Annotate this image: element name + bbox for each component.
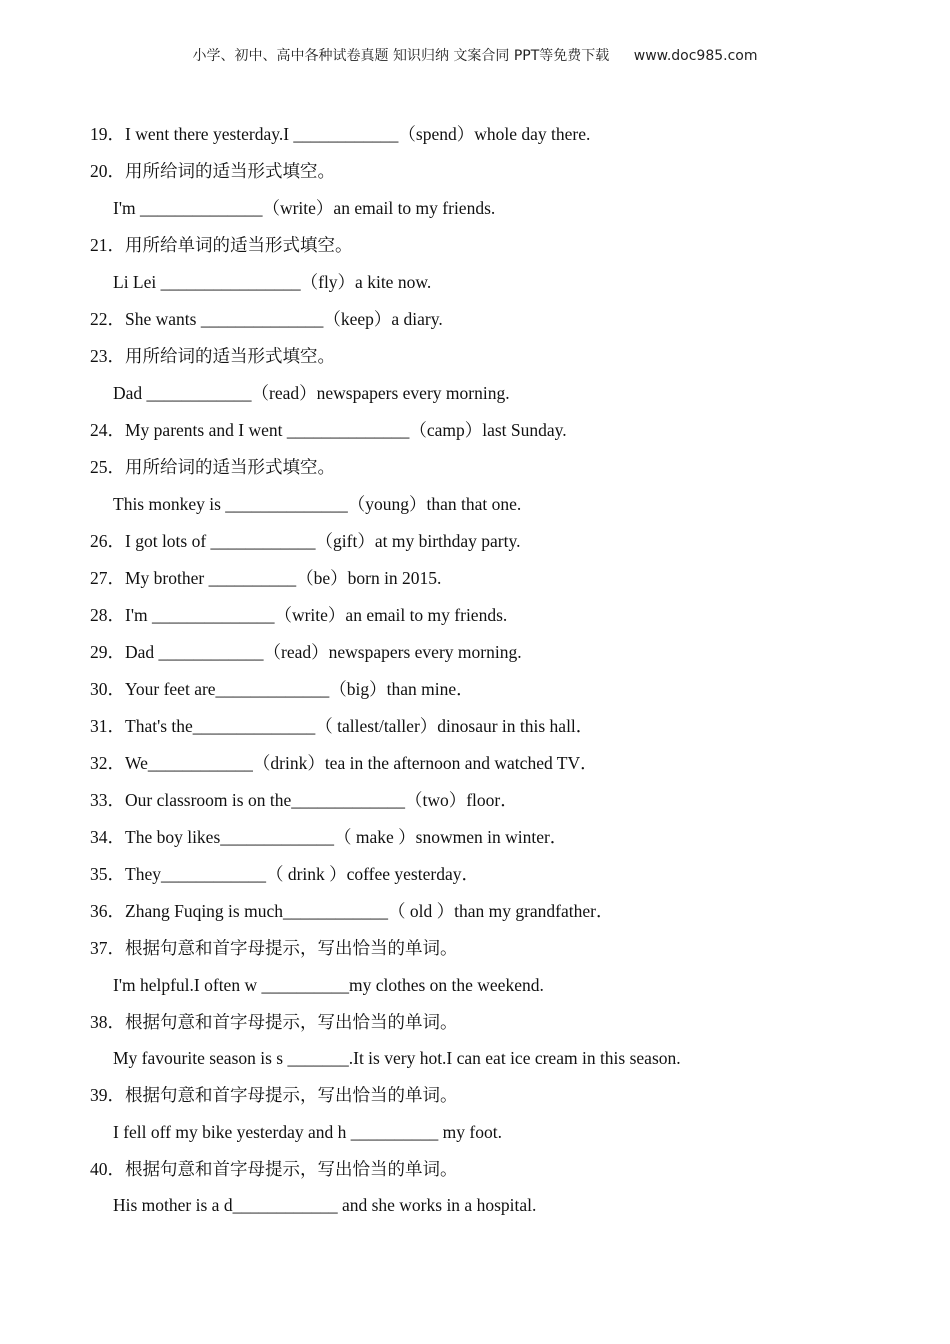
question-21-sentence: Li Lei ________________（fly）a kite now.	[113, 272, 432, 292]
question-29: 29．Dad ____________（read）newspapers every morning.	[90, 642, 522, 662]
question-34: 34．The boy likes_____________（ make ）snowmen in winter．	[90, 827, 568, 847]
question-35: 35．They____________（ drink ）coffee yesterday．	[90, 864, 479, 884]
question-21-instruction: 21．用所给单词的适当形式填空。	[90, 235, 353, 255]
page-header	[0, 45, 950, 65]
question-26: 26．I got lots of ____________（gift）at my birthday party.	[90, 531, 521, 551]
question-38-instruction: 38．根据句意和首字母提示，写出恰当的单词。	[90, 1012, 458, 1032]
question-25-sentence: This monkey is ______________（young）than that one.	[113, 494, 522, 514]
question-33: 33．Our classroom is on the_____________（two）floor．	[90, 790, 518, 810]
question-22: 22．She wants ______________（keep）a diary.	[90, 309, 443, 329]
question-25-instruction: 25．用所给词的适当形式填空。	[90, 457, 335, 477]
question-39-instruction: 39．根据句意和首字母提示，写出恰当的单词。	[90, 1085, 458, 1105]
question-37-sentence: I'm helpful.I often w __________my clothes on the weekend.	[113, 975, 544, 995]
question-38-sentence: My favourite season is s _______.It is very hot.I can eat ice cream in this season.	[113, 1048, 681, 1068]
question-20-sentence: I'm ______________（write）an email to my friends.	[113, 198, 496, 218]
question-24: 24．My parents and I went ______________（camp）last Sunday.	[90, 420, 567, 440]
question-40-sentence: His mother is a d____________ and she works in a hospital.	[113, 1195, 537, 1215]
question-31: 31．That's the______________（ tallest/taller）dinosaur in this hall．	[90, 716, 594, 736]
question-36: 36．Zhang Fuqing is much____________（ old ）than my grandfather．	[90, 901, 614, 921]
question-40-instruction: 40．根据句意和首字母提示，写出恰当的单词。	[90, 1159, 458, 1179]
question-37-instruction: 37．根据句意和首字母提示，写出恰当的单词。	[90, 938, 458, 958]
question-30: 30．Your feet are_____________（big）than mine．	[90, 679, 474, 699]
question-39-sentence: I fell off my bike yesterday and h __________ my foot.	[113, 1122, 502, 1142]
question-28: 28．I'm ______________（write）an email to my friends.	[90, 605, 508, 625]
question-23-instruction: 23．用所给词的适当形式填空。	[90, 346, 335, 366]
question-27: 27．My brother __________（be）born in 2015.	[90, 568, 442, 588]
question-23-sentence: Dad ____________（read）newspapers every morning.	[113, 383, 510, 403]
question-19: 19．I went there yesterday.I ____________（spend）whole day there.	[90, 124, 591, 144]
header-site-link[interactable]: www.doc985.com	[633, 48, 758, 64]
question-32: 32．We____________（drink）tea in the afternoon and watched TV．	[90, 753, 598, 773]
header-text: 小学、初中、高中各种试卷真题 知识归纳 文案合同 PPT等免费下载	[192, 48, 610, 64]
question-20-instruction: 20．用所给词的适当形式填空。	[90, 161, 335, 181]
